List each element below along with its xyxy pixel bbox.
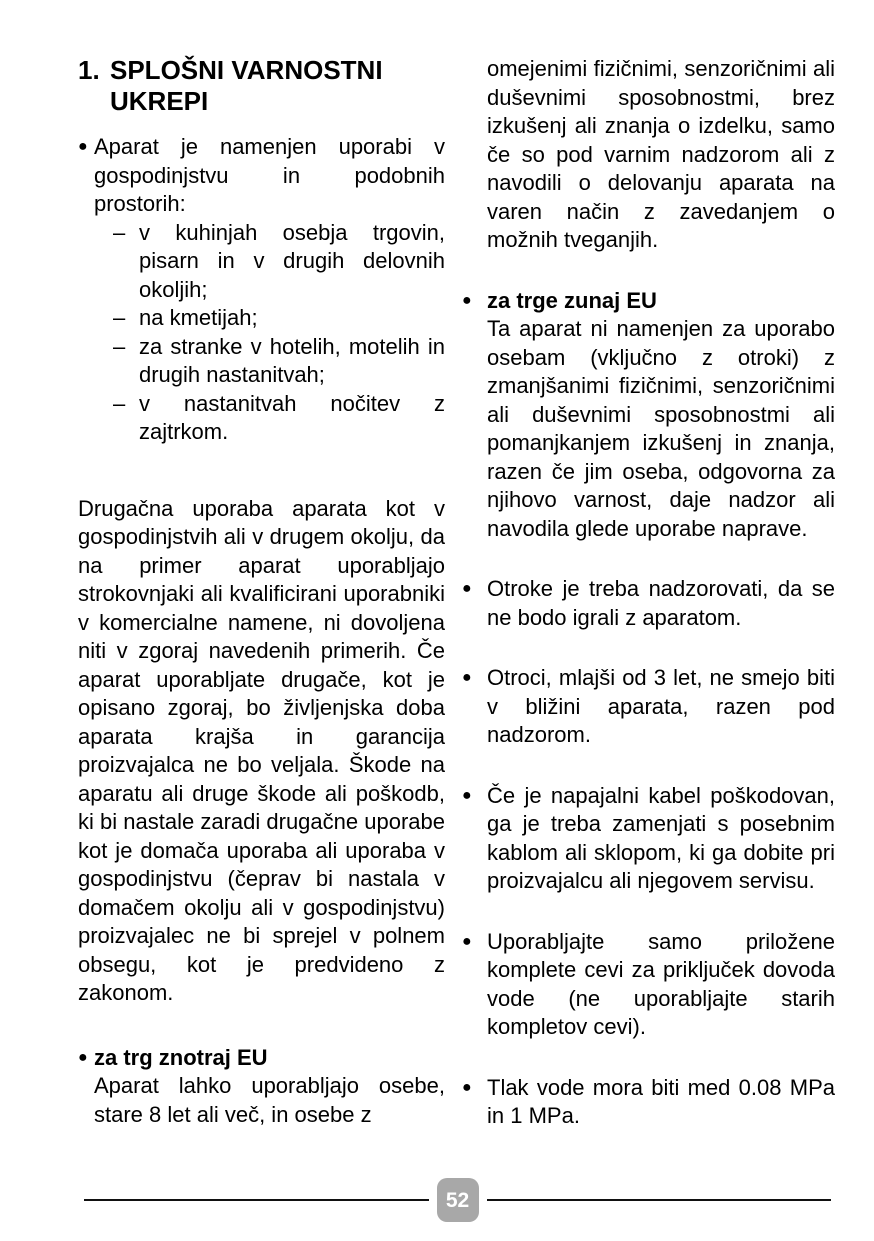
dash-sublist xyxy=(113,219,445,447)
bullet-item-damaged-cable xyxy=(462,782,835,896)
sublist-item-text: v nastanitvah nočitev z zajtrkom. xyxy=(139,390,445,444)
dash-icon: – xyxy=(113,390,126,416)
sublist-item-hotels xyxy=(113,333,445,390)
bullet-title: za trg znotraj EU xyxy=(94,1044,268,1070)
bullet-icon: ● xyxy=(462,1078,472,1096)
bullet-item-supervise-children xyxy=(462,575,835,632)
left-column xyxy=(78,55,445,1131)
bullet-text: Tlak vode mora biti med 0.08 MPa in 1 MPa. xyxy=(487,1074,835,1128)
footer-rule-left xyxy=(84,1199,429,1201)
bullet-icon: ● xyxy=(78,138,88,155)
bullet-item-non-eu-market xyxy=(462,287,835,544)
bullet-item-intended-use xyxy=(78,133,445,447)
bullet-icon: ● xyxy=(462,786,472,804)
bullet-icon: ● xyxy=(462,580,472,597)
bullet-body xyxy=(94,1044,445,1130)
bullet-body xyxy=(94,133,445,447)
bullet-icon: ● xyxy=(78,1048,88,1066)
bullet-item-water-pressure xyxy=(462,1074,835,1131)
bullet-text: Če je napajalni kabel poškodovan, ga je treba zamenjati s posebnim kablom ali sklopom, ki ga dobite pri proizvajalcu ali njegovem servisu. xyxy=(487,782,835,893)
bullet-item-eu-market xyxy=(78,1044,445,1130)
bullet-item-children-under-3 xyxy=(462,664,835,750)
sublist-item-kitchens xyxy=(113,219,445,305)
bullet-text: Aparat je namenjen uporabi v gospodinjstvu in podobnih prostorih: xyxy=(94,134,445,216)
bullet-icon: ● xyxy=(462,669,472,686)
page-footer xyxy=(84,1178,831,1222)
bullet-text: Ta aparat ni namenjen za uporabo osebam (vključno z otroki) z zmanjšanimi fizičnimi, senzoričnimi ali duševnimi sposobnostmi ali pomanjkanjem izkušenj in znanja, razen če jim oseba, odgovorna za njihovo varnost, daje nadzor ali navodila glede uporabe naprave. xyxy=(487,316,835,541)
page-number-badge xyxy=(437,1178,479,1222)
sublist-item-text: v kuhinjah osebja trgovin, pisarn in v drugih delovnih okoljih; xyxy=(139,219,445,302)
paragraph-continuation: omejenimi fizičnimi, senzoričnimi ali duševnimi sposobnostmi, brez izkušenj ali znanja o izdelku, samo če so pod varnim nadzorom ali z navodili o delovanju aparata na varen način z zavedanjem o možnih tveganjih. xyxy=(487,56,835,252)
bullet-text: Otroci, mlajši od 3 let, ne smejo biti v bližini aparata, razen pod nadzorom. xyxy=(487,665,835,747)
section-heading xyxy=(78,55,445,117)
page-number: 52 xyxy=(445,1188,470,1212)
bullet-title: za trge zunaj EU xyxy=(487,287,657,313)
section-number: 1. xyxy=(78,55,100,85)
sublist-item-farms xyxy=(113,304,445,333)
bullet-icon: ● xyxy=(462,291,472,309)
footer-rule-right xyxy=(487,1199,832,1201)
section-title: SPLOŠNI VARNOSTNI UKREPI xyxy=(110,55,383,116)
right-column xyxy=(462,55,835,1131)
dash-icon: – xyxy=(113,305,126,330)
bullet-icon: ● xyxy=(462,932,472,950)
dash-icon: – xyxy=(113,333,126,359)
sublist-item-text: za stranke v hotelih, motelih in drugih nastanitvah; xyxy=(139,333,445,387)
bullet-text: Otroke je treba nadzorovati, da se ne bodo igrali z aparatom. xyxy=(487,576,835,630)
bullet-body xyxy=(487,287,835,544)
sublist-item-bed-breakfast xyxy=(113,390,445,447)
bullet-text: Aparat lahko uporabljajo osebe, stare 8 let ali več, in osebe z xyxy=(94,1073,445,1127)
bullet-item-hose-sets xyxy=(462,928,835,1042)
bullet-text: Uporabljajte samo priložene komplete cevi za priključek dovoda vode (ne uporabljajte starih kompletov cevi). xyxy=(487,928,835,1039)
paragraph-other-use-warning: Drugačna uporaba aparata kot v gospodinjstvih ali v drugem okolju, da na primer aparat uporabljajo strokovnjaki ali kvalificirani uporabniki v komercialne namene, ni dovoljena niti v zgoraj navedenih primerih. Če aparat uporabljate drugače, kot je opisano zgoraj, bo življenjska doba aparata krajša in garancija proizvajalca ne bo veljala. Škode na aparatu ali druge škode ali poškodb, ki bi nastale zaradi drugačne uporabe kot je domača uporaba ali uporaba v gospodinjstvu (čeprav bi nastala v domačem okolju ali v gospodinjstvu) proizvajalec ne bi sprejel v polnem obsegu, kot je predvideno z zakonom. xyxy=(78,495,445,1005)
sublist-item-text: na kmetijah; xyxy=(139,305,258,330)
dash-icon: – xyxy=(113,219,126,245)
